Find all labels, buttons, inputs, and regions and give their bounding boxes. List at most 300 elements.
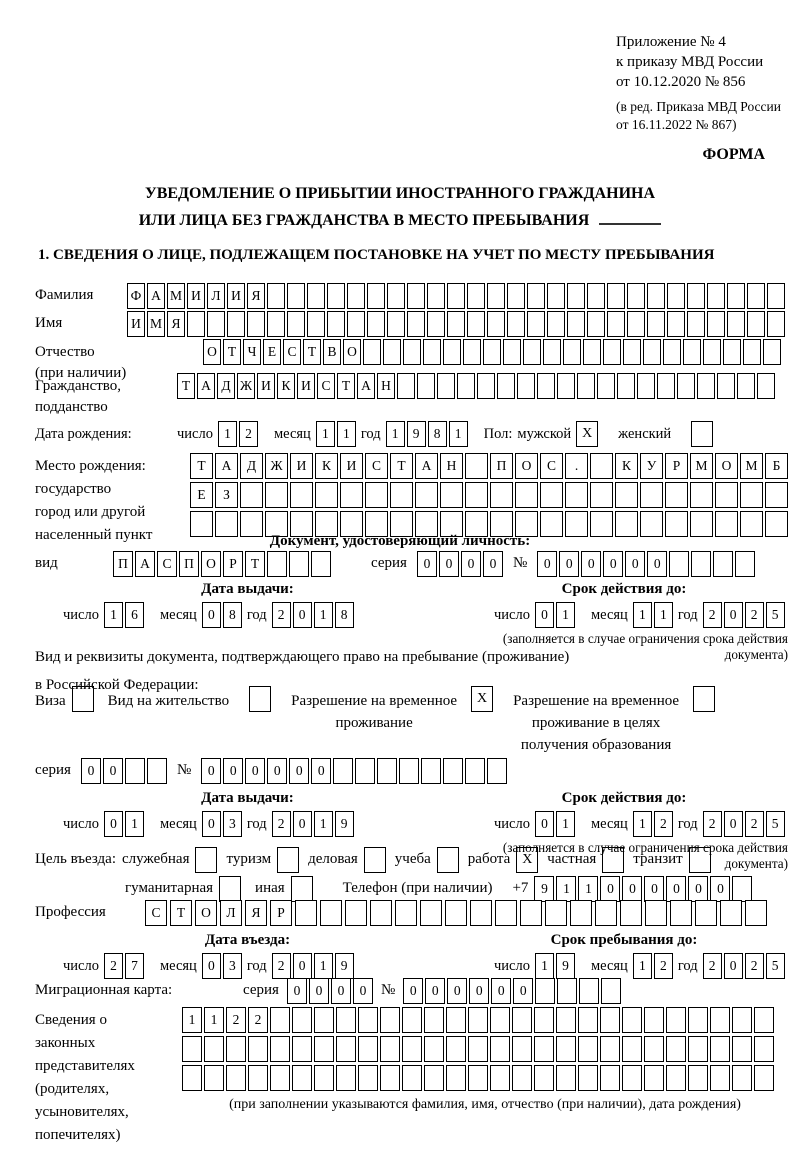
char-cell[interactable] [567,283,585,309]
char-cell[interactable]: И [257,373,275,399]
char-cell[interactable] [595,900,617,926]
purpose-checkbox[interactable] [291,876,313,902]
char-cell[interactable] [578,1036,598,1062]
char-cell[interactable]: 1 [449,421,468,447]
char-cell[interactable]: 1 [316,421,335,447]
char-cell[interactable]: С [365,453,388,479]
char-cell[interactable] [644,1007,664,1033]
char-cell[interactable]: 0 [311,758,331,784]
char-cell[interactable]: А [135,551,155,577]
char-cell[interactable] [320,900,342,926]
char-cell[interactable]: Д [240,453,263,479]
char-cell[interactable]: 0 [513,978,533,1004]
char-cell[interactable]: Т [337,373,355,399]
char-cell[interactable] [292,1065,312,1091]
char-cell[interactable] [643,339,661,365]
char-cell[interactable] [587,311,605,337]
char-cell[interactable] [601,978,621,1004]
char-cell[interactable] [290,482,313,508]
purpose-checkbox[interactable] [364,847,386,873]
char-cell[interactable] [577,373,595,399]
char-cell[interactable]: 1 [337,421,356,447]
char-cell[interactable] [767,311,785,337]
char-cell[interactable] [503,339,521,365]
char-cell[interactable]: 0 [293,811,312,837]
char-cell[interactable]: 1 [386,421,405,447]
char-cell[interactable] [336,1007,356,1033]
char-cell[interactable] [314,1036,334,1062]
purpose-checkbox[interactable] [219,876,241,902]
char-cell[interactable] [420,900,442,926]
char-cell[interactable] [387,283,405,309]
char-cell[interactable] [587,283,605,309]
char-cell[interactable]: М [690,453,713,479]
char-cell[interactable] [622,1036,642,1062]
char-cell[interactable]: 5 [766,602,785,628]
char-cell[interactable] [383,339,401,365]
char-cell[interactable] [347,311,365,337]
char-cell[interactable] [490,482,513,508]
char-cell[interactable] [732,876,752,902]
char-cell[interactable] [740,482,763,508]
char-cell[interactable] [647,283,665,309]
char-cell[interactable]: 5 [766,811,785,837]
char-cell[interactable]: Ж [265,453,288,479]
char-cell[interactable]: К [277,373,295,399]
char-cell[interactable] [687,283,705,309]
char-cell[interactable] [446,1065,466,1091]
char-cell[interactable]: О [343,339,361,365]
char-cell[interactable] [645,900,667,926]
char-cell[interactable] [270,1036,290,1062]
char-cell[interactable] [547,311,565,337]
char-cell[interactable] [667,311,685,337]
char-cell[interactable]: А [357,373,375,399]
char-cell[interactable]: 0 [491,978,511,1004]
char-cell[interactable] [669,551,689,577]
char-cell[interactable] [640,482,663,508]
char-cell[interactable]: К [615,453,638,479]
char-cell[interactable] [437,373,455,399]
char-cell[interactable] [424,1036,444,1062]
char-cell[interactable]: В [323,339,341,365]
char-cell[interactable]: С [540,453,563,479]
char-cell[interactable]: Ж [237,373,255,399]
char-cell[interactable] [267,311,285,337]
char-cell[interactable] [345,900,367,926]
char-cell[interactable]: А [215,453,238,479]
char-cell[interactable]: С [157,551,177,577]
char-cell[interactable] [767,283,785,309]
char-cell[interactable]: 0 [581,551,601,577]
char-cell[interactable]: 0 [535,811,554,837]
char-cell[interactable]: З [215,482,238,508]
char-cell[interactable]: 0 [603,551,623,577]
char-cell[interactable] [670,900,692,926]
char-cell[interactable]: Р [223,551,243,577]
char-cell[interactable]: 0 [600,876,620,902]
char-cell[interactable] [688,1007,708,1033]
residence-permit-checkbox[interactable] [249,686,271,712]
char-cell[interactable] [270,1007,290,1033]
char-cell[interactable]: 2 [104,953,123,979]
char-cell[interactable] [757,373,775,399]
char-cell[interactable] [487,283,505,309]
char-cell[interactable] [307,283,325,309]
char-cell[interactable] [710,1036,730,1062]
char-cell[interactable] [578,1065,598,1091]
char-cell[interactable]: 5 [766,953,785,979]
char-cell[interactable] [487,758,507,784]
char-cell[interactable]: К [315,453,338,479]
char-cell[interactable]: С [283,339,301,365]
char-cell[interactable] [627,283,645,309]
char-cell[interactable] [468,1007,488,1033]
char-cell[interactable] [543,339,561,365]
char-cell[interactable] [355,758,375,784]
char-cell[interactable]: 2 [654,953,673,979]
char-cell[interactable] [307,311,325,337]
char-cell[interactable] [578,1007,598,1033]
char-cell[interactable]: 0 [293,602,312,628]
char-cell[interactable] [665,482,688,508]
char-cell[interactable]: Т [390,453,413,479]
char-cell[interactable]: 2 [703,953,722,979]
char-cell[interactable]: О [203,339,221,365]
char-cell[interactable]: Д [217,373,235,399]
char-cell[interactable] [600,1065,620,1091]
char-cell[interactable]: 0 [483,551,503,577]
char-cell[interactable] [447,283,465,309]
char-cell[interactable] [423,339,441,365]
temp-permit-edu-checkbox[interactable] [693,686,715,712]
char-cell[interactable] [327,311,345,337]
char-cell[interactable] [227,311,245,337]
char-cell[interactable] [535,978,555,1004]
char-cell[interactable] [380,1036,400,1062]
char-cell[interactable]: М [167,283,185,309]
char-cell[interactable] [358,1036,378,1062]
char-cell[interactable] [490,1036,510,1062]
char-cell[interactable] [666,1007,686,1033]
char-cell[interactable]: 0 [202,811,221,837]
char-cell[interactable] [440,482,463,508]
char-cell[interactable] [490,1065,510,1091]
char-cell[interactable]: 1 [556,876,576,902]
char-cell[interactable] [287,283,305,309]
char-cell[interactable]: Ч [243,339,261,365]
char-cell[interactable]: Е [190,482,213,508]
char-cell[interactable] [754,1065,774,1091]
char-cell[interactable]: 0 [81,758,101,784]
char-cell[interactable] [204,1036,224,1062]
char-cell[interactable] [703,339,721,365]
char-cell[interactable]: 0 [104,811,123,837]
char-cell[interactable]: И [297,373,315,399]
char-cell[interactable]: 0 [202,602,221,628]
char-cell[interactable] [402,1065,422,1091]
char-cell[interactable]: 0 [103,758,123,784]
char-cell[interactable]: Б [765,453,788,479]
char-cell[interactable]: Т [245,551,265,577]
char-cell[interactable]: 2 [703,602,722,628]
char-cell[interactable] [468,1036,488,1062]
char-cell[interactable] [314,1007,334,1033]
char-cell[interactable] [443,339,461,365]
char-cell[interactable] [590,482,613,508]
char-cell[interactable]: О [715,453,738,479]
char-cell[interactable] [540,482,563,508]
char-cell[interactable] [336,1036,356,1062]
char-cell[interactable] [417,373,435,399]
char-cell[interactable]: 0 [724,602,743,628]
char-cell[interactable] [147,758,167,784]
char-cell[interactable]: 2 [239,421,258,447]
char-cell[interactable] [407,311,425,337]
char-cell[interactable]: Ф [127,283,145,309]
char-cell[interactable]: И [227,283,245,309]
char-cell[interactable] [637,373,655,399]
char-cell[interactable]: 0 [710,876,730,902]
char-cell[interactable] [667,283,685,309]
char-cell[interactable]: 0 [469,978,489,1004]
char-cell[interactable]: 1 [654,602,673,628]
char-cell[interactable] [270,1065,290,1091]
char-cell[interactable]: 1 [104,602,123,628]
char-cell[interactable] [715,482,738,508]
char-cell[interactable]: 0 [724,811,743,837]
char-cell[interactable] [597,373,615,399]
char-cell[interactable] [688,1036,708,1062]
char-cell[interactable]: 2 [226,1007,246,1033]
purpose-checkbox[interactable] [602,847,624,873]
char-cell[interactable] [713,551,733,577]
char-cell[interactable] [467,283,485,309]
char-cell[interactable] [622,1007,642,1033]
char-cell[interactable] [447,311,465,337]
char-cell[interactable]: 0 [724,953,743,979]
char-cell[interactable] [556,1065,576,1091]
char-cell[interactable] [534,1036,554,1062]
char-cell[interactable] [747,311,765,337]
char-cell[interactable] [556,1036,576,1062]
char-cell[interactable] [365,482,388,508]
purpose-checkbox[interactable]: X [516,847,538,873]
char-cell[interactable] [527,311,545,337]
char-cell[interactable]: Я [247,283,265,309]
char-cell[interactable] [557,373,575,399]
sex-female-checkbox[interactable] [691,421,713,447]
char-cell[interactable] [421,758,441,784]
char-cell[interactable] [363,339,381,365]
char-cell[interactable] [735,551,755,577]
char-cell[interactable] [415,482,438,508]
char-cell[interactable] [663,339,681,365]
char-cell[interactable]: Л [220,900,242,926]
char-cell[interactable] [226,1036,246,1062]
char-cell[interactable]: 0 [537,551,557,577]
char-cell[interactable] [607,311,625,337]
char-cell[interactable] [517,373,535,399]
char-cell[interactable]: 0 [439,551,459,577]
char-cell[interactable] [615,482,638,508]
char-cell[interactable] [666,1036,686,1062]
char-cell[interactable]: 1 [556,811,575,837]
char-cell[interactable] [292,1036,312,1062]
char-cell[interactable] [390,482,413,508]
char-cell[interactable]: 0 [223,758,243,784]
char-cell[interactable]: 9 [534,876,554,902]
char-cell[interactable] [710,1065,730,1091]
char-cell[interactable] [182,1036,202,1062]
purpose-checkbox[interactable] [689,847,711,873]
char-cell[interactable] [754,1007,774,1033]
char-cell[interactable]: 1 [556,602,575,628]
char-cell[interactable] [545,900,567,926]
char-cell[interactable] [707,311,725,337]
char-cell[interactable]: А [147,283,165,309]
char-cell[interactable]: 8 [223,602,242,628]
char-cell[interactable] [617,373,635,399]
char-cell[interactable]: С [317,373,335,399]
char-cell[interactable] [723,339,741,365]
char-cell[interactable] [565,482,588,508]
char-cell[interactable]: 9 [556,953,575,979]
char-cell[interactable] [380,1007,400,1033]
char-cell[interactable] [487,311,505,337]
char-cell[interactable] [707,283,725,309]
char-cell[interactable] [512,1065,532,1091]
char-cell[interactable] [603,339,621,365]
char-cell[interactable] [557,978,577,1004]
char-cell[interactable]: А [415,453,438,479]
purpose-checkbox[interactable] [437,847,459,873]
char-cell[interactable] [465,453,488,479]
char-cell[interactable]: . [565,453,588,479]
char-cell[interactable] [710,1007,730,1033]
char-cell[interactable] [347,283,365,309]
visa-checkbox[interactable] [72,686,94,712]
char-cell[interactable] [720,900,742,926]
char-cell[interactable]: 1 [633,811,652,837]
char-cell[interactable] [402,1007,422,1033]
char-cell[interactable]: Т [177,373,195,399]
char-cell[interactable] [697,373,715,399]
char-cell[interactable] [240,482,263,508]
char-cell[interactable]: 0 [688,876,708,902]
char-cell[interactable] [267,551,287,577]
char-cell[interactable]: 2 [272,811,291,837]
purpose-checkbox[interactable] [277,847,299,873]
char-cell[interactable]: 1 [633,953,652,979]
char-cell[interactable]: 0 [289,758,309,784]
char-cell[interactable] [295,900,317,926]
char-cell[interactable] [745,900,767,926]
char-cell[interactable]: О [195,900,217,926]
char-cell[interactable] [427,311,445,337]
char-cell[interactable]: 0 [293,953,312,979]
char-cell[interactable] [690,482,713,508]
char-cell[interactable]: 0 [201,758,221,784]
char-cell[interactable]: 1 [314,602,333,628]
char-cell[interactable]: 8 [428,421,447,447]
char-cell[interactable] [327,283,345,309]
char-cell[interactable]: П [490,453,513,479]
char-cell[interactable]: 1 [633,602,652,628]
char-cell[interactable] [265,482,288,508]
char-cell[interactable] [754,1036,774,1062]
char-cell[interactable] [607,283,625,309]
char-cell[interactable] [387,311,405,337]
char-cell[interactable]: 7 [125,953,144,979]
char-cell[interactable] [182,1065,202,1091]
char-cell[interactable] [477,373,495,399]
char-cell[interactable] [311,551,331,577]
char-cell[interactable] [457,373,475,399]
char-cell[interactable]: Н [440,453,463,479]
char-cell[interactable] [732,1007,752,1033]
char-cell[interactable] [367,311,385,337]
char-cell[interactable] [380,1065,400,1091]
char-cell[interactable]: 6 [125,602,144,628]
char-cell[interactable] [403,339,421,365]
char-cell[interactable]: Л [207,283,225,309]
char-cell[interactable] [377,758,397,784]
char-cell[interactable]: 9 [335,811,354,837]
char-cell[interactable]: Т [303,339,321,365]
char-cell[interactable] [695,900,717,926]
char-cell[interactable]: О [201,551,221,577]
char-cell[interactable] [443,758,463,784]
char-cell[interactable]: 2 [703,811,722,837]
char-cell[interactable] [397,373,415,399]
char-cell[interactable] [534,1007,554,1033]
char-cell[interactable] [556,1007,576,1033]
char-cell[interactable] [666,1065,686,1091]
char-cell[interactable] [314,1065,334,1091]
char-cell[interactable] [465,758,485,784]
char-cell[interactable] [644,1036,664,1062]
char-cell[interactable] [497,373,515,399]
sex-male-checkbox[interactable]: X [576,421,598,447]
char-cell[interactable] [567,311,585,337]
char-cell[interactable]: 8 [335,602,354,628]
char-cell[interactable]: А [197,373,215,399]
char-cell[interactable]: 0 [622,876,642,902]
char-cell[interactable] [688,1065,708,1091]
char-cell[interactable] [727,311,745,337]
char-cell[interactable]: 9 [407,421,426,447]
char-cell[interactable] [512,1007,532,1033]
char-cell[interactable] [600,1007,620,1033]
char-cell[interactable] [583,339,601,365]
char-cell[interactable] [370,900,392,926]
char-cell[interactable] [527,283,545,309]
char-cell[interactable] [691,551,711,577]
char-cell[interactable] [247,311,265,337]
char-cell[interactable] [620,900,642,926]
char-cell[interactable]: О [515,453,538,479]
char-cell[interactable] [537,373,555,399]
char-cell[interactable] [579,978,599,1004]
char-cell[interactable]: 2 [745,602,764,628]
char-cell[interactable]: Н [377,373,395,399]
char-cell[interactable] [333,758,353,784]
char-cell[interactable] [590,453,613,479]
char-cell[interactable] [424,1007,444,1033]
char-cell[interactable]: П [113,551,133,577]
char-cell[interactable]: 0 [331,978,351,1004]
